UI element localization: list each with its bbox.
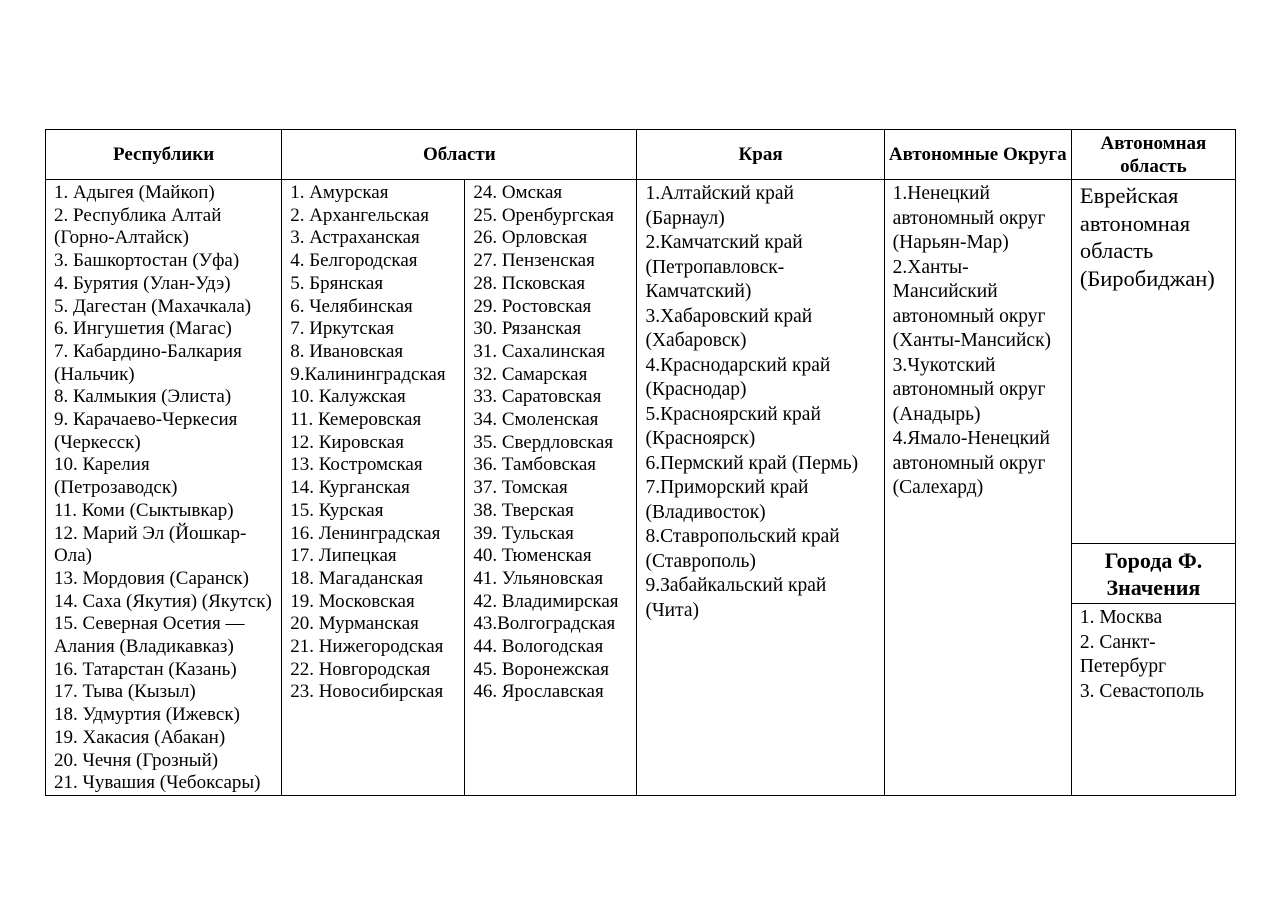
- list-item: 17. Тыва (Кызыл): [54, 681, 196, 703]
- list-item: 24. Омская: [473, 182, 563, 203]
- list-item: 37. Томская: [473, 477, 568, 499]
- header-krais: Края: [637, 130, 884, 180]
- list-item: 18. Удмуртия (Ижевск): [54, 704, 240, 726]
- list-item: 13. Костромская: [290, 454, 423, 476]
- list-item: 23. Новосибирская: [290, 681, 444, 703]
- oblasts-list-1: [290, 182, 458, 704]
- list-item: 25. Оренбургская: [473, 204, 614, 226]
- list-item: 30. Рязанская: [473, 318, 582, 340]
- list-item: 8. Ивановская: [290, 340, 404, 362]
- list-item: 33. Саратовская: [473, 386, 602, 408]
- header-okrugs: Автономные Округа: [884, 130, 1071, 180]
- list-item: 45. Воронежская: [473, 658, 609, 680]
- list-item: 11. Коми (Сыктывкар): [54, 499, 234, 521]
- krais-list: [645, 182, 877, 623]
- list-item: 29. Ростовская: [473, 295, 592, 317]
- list-item: 21. Чувашия (Чебоксары): [54, 772, 261, 794]
- federal-cities-list: [1080, 606, 1229, 704]
- list-item: 20. Мурманская: [290, 613, 419, 635]
- list-item: 19. Хакасия (Абакан): [54, 726, 226, 748]
- list-item: 2. Архангельская: [290, 204, 429, 226]
- list-item: 15. Курская: [290, 499, 384, 521]
- list-item: 15. Северная Осетия — Алания (Владикавказ): [54, 613, 245, 658]
- oblasts-list-2: [473, 182, 630, 704]
- list-item: 14. Курганская: [290, 477, 410, 499]
- list-item: 19. Московская: [290, 590, 415, 612]
- list-item: 5.Красноярский край (Красноярск): [645, 403, 821, 449]
- list-item: 3.Чукотский автономный округ (Анадырь): [892, 354, 1046, 425]
- list-item: 35. Свердловская: [473, 431, 614, 453]
- list-item: 21. Нижегородская: [290, 636, 444, 658]
- list-item: 9. Карачаево-Черкесия (Черкесск): [54, 409, 238, 453]
- list-item: 3.Хабаровский край (Хабаровск): [645, 305, 813, 351]
- list-item: 44. Вологодская: [473, 636, 604, 658]
- list-item: 18. Магаданская: [290, 567, 424, 589]
- oblasts-col2-cell: [465, 180, 637, 796]
- list-item: 28. Псковская: [473, 272, 586, 294]
- header-row: [46, 130, 1236, 180]
- list-item: 40. Тюменская: [473, 545, 592, 567]
- list-item: 10. Калужская: [290, 386, 406, 408]
- list-item: 5. Брянская: [290, 272, 384, 294]
- list-item: 7.Приморский край (Владивосток): [645, 477, 809, 523]
- content-row: [46, 180, 1236, 796]
- list-item: 8.Ставропольский край (Ставрополь): [645, 526, 840, 572]
- list-item: 6. Челябинская: [290, 295, 413, 317]
- header-ao-oblast: Автономная область: [1071, 130, 1235, 180]
- list-item: 2. Республика Алтай (Горно-Алтайск): [54, 204, 222, 249]
- list-item: 34. Смоленская: [473, 409, 599, 431]
- list-item: 3. Севастополь: [1079, 680, 1205, 702]
- list-item: 32. Самарская: [473, 363, 588, 385]
- header-republics: Республики: [46, 130, 282, 180]
- list-item: 2. Санкт-Петербург: [1079, 631, 1167, 677]
- list-item: 26. Орловская: [473, 227, 588, 249]
- list-item: 3. Башкортостан (Уфа): [54, 250, 240, 272]
- list-item: 4.Ямало-Ненецкий автономный округ (Салехард): [892, 428, 1050, 498]
- list-item: 4.Краснодарский край (Краснодар): [645, 354, 831, 400]
- list-item: 13. Мордовия (Саранск): [54, 567, 249, 589]
- list-item: 4. Бурятия (Улан-Удэ): [54, 272, 231, 294]
- list-item: 7. Кабардино-Балкария (Нальчик): [54, 340, 242, 385]
- list-item: 6. Ингушетия (Магас): [54, 318, 232, 340]
- federal-cities-header: Города Ф. Значения: [1072, 543, 1235, 604]
- list-item: 22. Новгородская: [290, 658, 431, 680]
- list-item: 14. Саха (Якутия) (Якутск): [54, 590, 272, 612]
- list-item: 2.Камчатский край (Петропавловск-Камчатский): [645, 232, 803, 302]
- list-item: 5. Дагестан (Махачкала): [54, 295, 252, 317]
- list-item: 41. Ульяновская: [473, 567, 604, 589]
- list-item: 3. Астраханская: [290, 227, 420, 249]
- list-item: 1.Алтайский край (Барнаул): [645, 183, 794, 229]
- list-item: 7. Иркутская: [290, 318, 394, 340]
- list-item: 46. Ярославская: [473, 681, 604, 703]
- okrugs-cell: [884, 180, 1071, 796]
- federal-cities-cell: [1072, 604, 1235, 704]
- list-item: 36. Тамбовская: [473, 454, 596, 476]
- list-item: 42. Владимирская: [473, 590, 619, 612]
- list-item: 16. Ленинградская: [290, 522, 441, 544]
- ao-and-cities-cell: [1071, 180, 1235, 796]
- header-oblasts: Области: [282, 130, 637, 180]
- list-item: 20. Чечня (Грозный): [54, 749, 219, 771]
- okrugs-list: [893, 182, 1065, 501]
- list-item: 1. Амурская: [290, 182, 389, 203]
- list-item: 2.Ханты-Мансийский автономный округ (Ханты-Мансийск): [892, 256, 1052, 351]
- oblasts-col1-cell: [282, 180, 465, 796]
- list-item: 16. Татарстан (Казань): [54, 658, 237, 680]
- list-item: 12. Марий Эл (Йошкар-Ола): [54, 522, 247, 567]
- list-item: 1. Адыгея (Майкоп): [54, 182, 215, 203]
- republics-cell: [46, 180, 282, 796]
- list-item: 10. Карелия (Петрозаводск): [54, 454, 178, 499]
- list-item: 27. Пензенская: [473, 250, 595, 272]
- jewish-ao-text: Еврейская автономная область (Биробиджан): [1079, 183, 1215, 291]
- krais-cell: [637, 180, 884, 796]
- subjects-table: [45, 129, 1236, 796]
- list-item: 39. Тульская: [473, 522, 574, 544]
- list-item: 1.Ненецкий автономный округ (Нарьян-Мар): [892, 183, 1046, 253]
- list-item: 1. Москва: [1079, 607, 1163, 628]
- list-item: 43.Волгоградская: [473, 613, 616, 635]
- list-item: 31. Сахалинская: [473, 340, 606, 362]
- list-item: 9.Калининградская: [290, 363, 446, 385]
- list-item: 8. Калмыкия (Элиста): [54, 386, 232, 408]
- list-item: 6.Пермский край (Пермь): [645, 452, 859, 474]
- list-item: 11. Кемеровская: [290, 409, 422, 431]
- list-item: 12. Кировская: [290, 431, 404, 453]
- republics-list: [54, 182, 275, 795]
- list-item: 38. Тверская: [473, 499, 574, 521]
- list-item: 17. Липецкая: [290, 545, 397, 567]
- list-item: 4. Белгородская: [290, 250, 418, 272]
- list-item: 9.Забайкальский край (Чита): [645, 575, 827, 621]
